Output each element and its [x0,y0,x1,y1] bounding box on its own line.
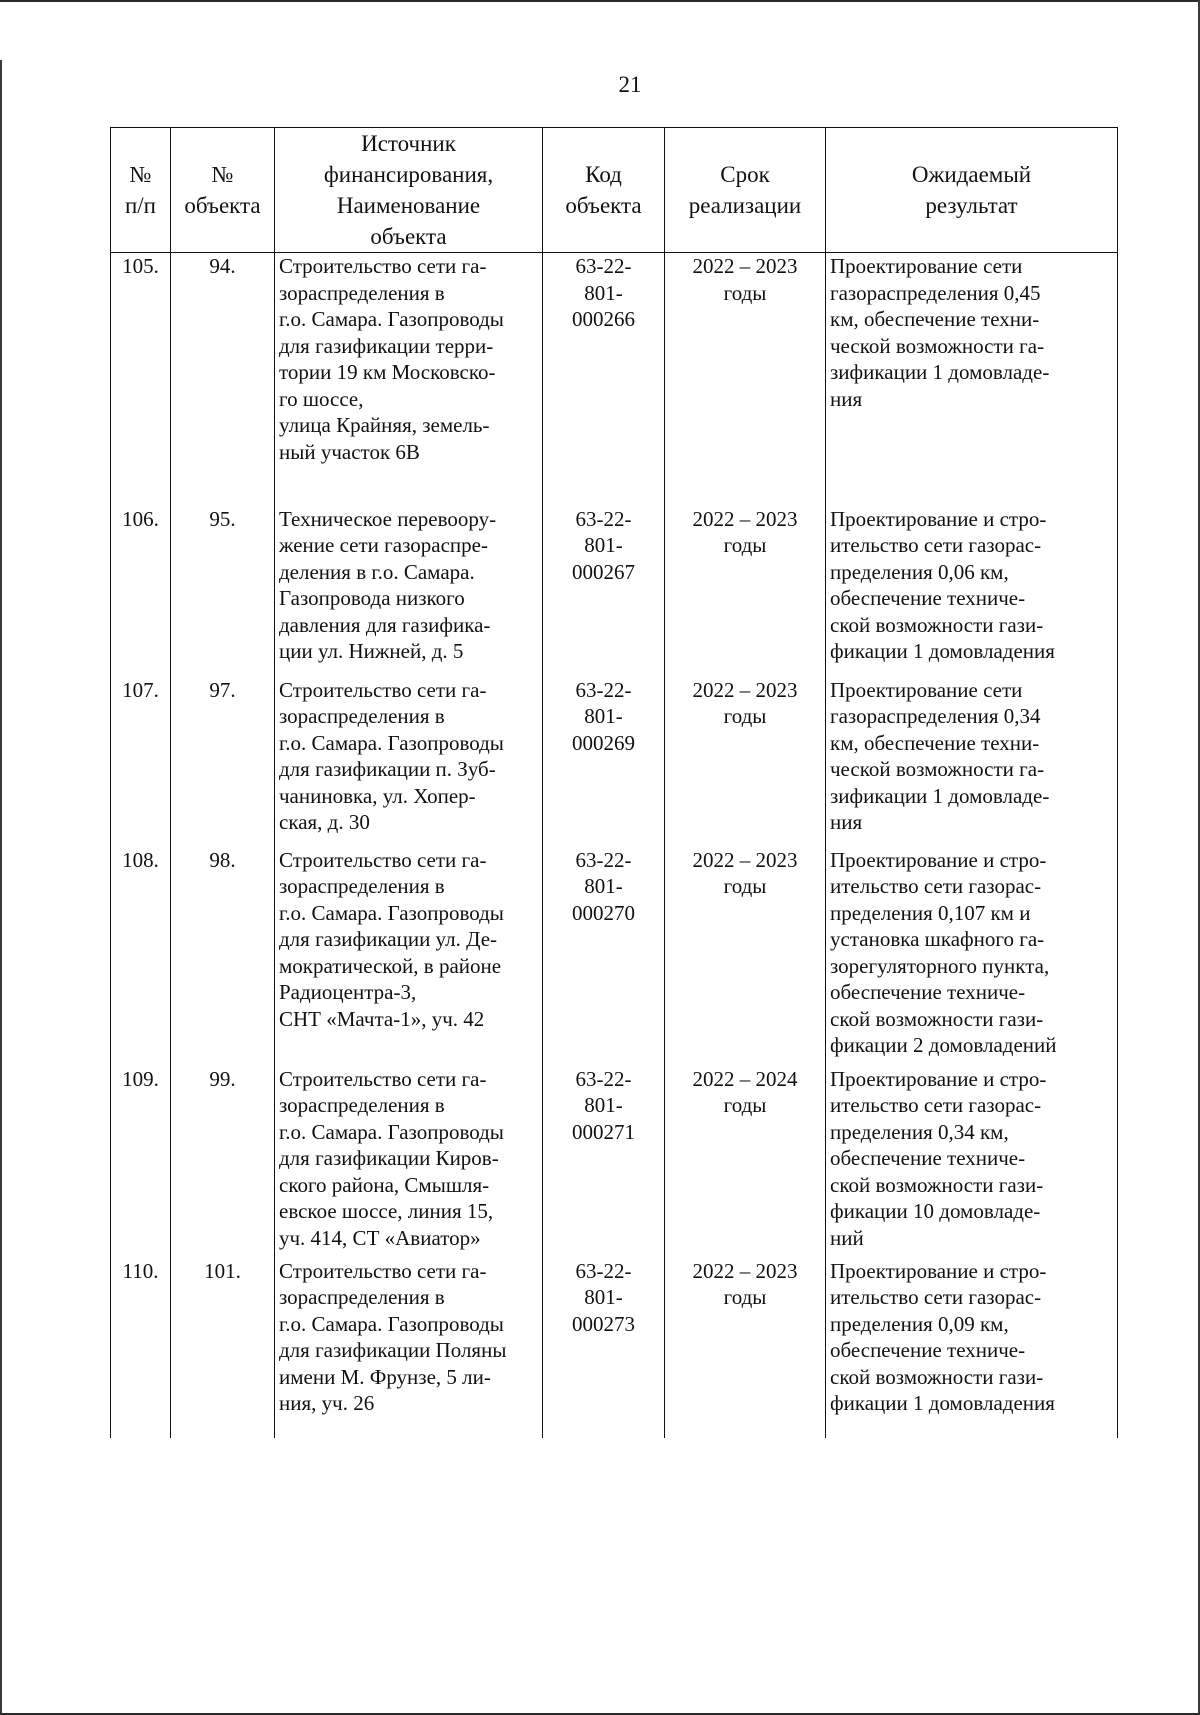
row-financing-source: Строительство сети га- зораспределения в г.о. Самара. Газопроводы для газификации терри- тории 19 км Московско- го шоссе, улица Крайняя, земель- ный участок 6В [275,253,543,506]
row-term: 2022 – 2024 годы [665,1066,826,1258]
table-body [111,253,1118,1438]
row-term: 2022 – 2023 годы [665,677,826,847]
header-object-number: № объекта [171,128,275,253]
header-row [111,128,1118,253]
row-object-code: 63-22- 801- 000267 [543,506,665,677]
row-pp-number: 108. [111,847,171,1066]
row-financing-source: Строительство сети га- зораспределения в г.о. Самара. Газопроводы для газификации Поляны имени М. Фрунзе, 5 ли- ния, уч. 26 [275,1258,543,1438]
table-row [111,677,1118,847]
row-object-code: 63-22- 801- 000273 [543,1258,665,1438]
table-row [111,1258,1118,1438]
header-term: Срок реализации [665,128,826,253]
header-financing-source: Источник финансирования, Наименование объекта [275,128,543,253]
row-expected-result: Проектирование сети газораспределения 0,34 км, обеспечение техни- ческой возможности га- зификации 1 домовладе- ния [826,677,1118,847]
row-financing-source: Строительство сети га- зораспределения в г.о. Самара. Газопроводы для газификации п. Зуб- чаниновка, ул. Хопер- ская, д. 30 [275,677,543,847]
row-object-code: 63-22- 801- 000269 [543,677,665,847]
header-object-code: Код объекта [543,128,665,253]
row-financing-source: Строительство сети га- зораспределения в г.о. Самара. Газопроводы для газификации ул. Де- мократической, в районе Радиоцентра-3, СНТ «Мачта-1», уч. 42 [275,847,543,1066]
table-row [111,253,1118,506]
table-row [111,506,1118,677]
row-object-code: 63-22- 801- 000266 [543,253,665,506]
row-financing-source: Техническое перевоору- жение сети газораспре- деления в г.о. Самара. Газопровода низкого давления для газифика- ции ул. Нижней, д. 5 [275,506,543,677]
row-expected-result: Проектирование и стро- ительство сети газорас- пределения 0,09 км, обеспечение техниче- ской возможности гази- фикации 1 домовладения [826,1258,1118,1438]
row-object-number: 99. [171,1066,275,1258]
projects-table [110,127,1118,1438]
scan-border-left [0,60,2,1715]
row-object-number: 94. [171,253,275,506]
row-term: 2022 – 2023 годы [665,1258,826,1438]
scan-border-top [0,0,1200,2]
table-header [111,128,1118,253]
row-object-code: 63-22- 801- 000271 [543,1066,665,1258]
row-expected-result: Проектирование и стро- ительство сети газорас- пределения 0,34 км, обеспечение техниче- ской возможности гази- фикации 10 домовладе- ний [826,1066,1118,1258]
row-expected-result: Проектирование сети газораспределения 0,45 км, обеспечение техни- ческой возможности га- зификации 1 домовладе- ния [826,253,1118,506]
page-number: 21 [618,72,642,97]
row-term: 2022 – 2023 годы [665,506,826,677]
row-pp-number: 110. [111,1258,171,1438]
row-object-number: 95. [171,506,275,677]
row-term: 2022 – 2023 годы [665,847,826,1066]
row-pp-number: 106. [111,506,171,677]
row-financing-source: Строительство сети га- зораспределения в г.о. Самара. Газопроводы для газификации Киров- ского района, Смышля- евское шоссе, линия 15, уч. 414, СТ «Авиатор» [275,1066,543,1258]
row-term: 2022 – 2023 годы [665,253,826,506]
row-pp-number: 105. [111,253,171,506]
row-pp-number: 109. [111,1066,171,1258]
row-object-code: 63-22- 801- 000270 [543,847,665,1066]
row-object-number: 98. [171,847,275,1066]
row-object-number: 97. [171,677,275,847]
row-expected-result: Проектирование и стро- ительство сети газорас- пределения 0,06 км, обеспечение техниче- ской возможности гази- фикации 1 домовладения [826,506,1118,677]
row-pp-number: 107. [111,677,171,847]
row-expected-result: Проектирование и стро- ительство сети газорас- пределения 0,107 км и установка шкафного га- зорегуляторного пункта, обеспечение техниче- ской возможности гази- фикации 2 домовладений [826,847,1118,1066]
header-expected-result: Ожидаемый результат [826,128,1118,253]
table-row [111,1066,1118,1258]
row-object-number: 101. [171,1258,275,1438]
table-row [111,847,1118,1066]
header-pp: № п/п [111,128,171,253]
